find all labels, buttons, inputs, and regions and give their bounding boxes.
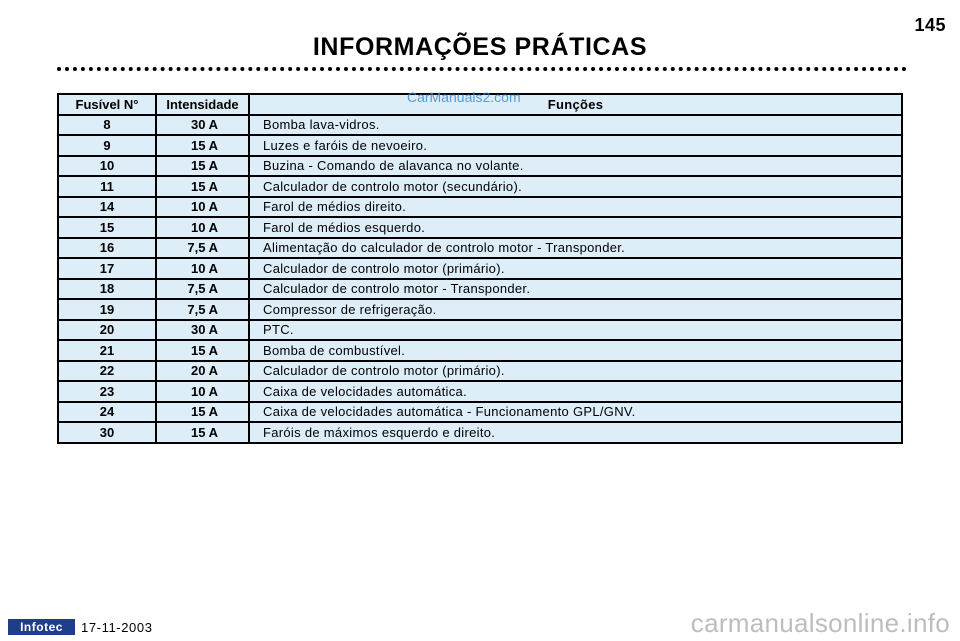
intensity-cell: 10 A: [156, 258, 249, 279]
fuse-number-cell: 20: [58, 320, 156, 341]
infotec-logo: Infotec: [8, 619, 75, 635]
table-row: [58, 381, 902, 402]
fuse-number-cell: 16: [58, 238, 156, 259]
function-cell: Alimentação do calculador de controlo motor - Transponder.: [249, 238, 902, 259]
header-intensity: Intensidade: [156, 94, 249, 115]
table-row: [58, 361, 902, 382]
intensity-cell: 15 A: [156, 422, 249, 443]
table-row: [58, 402, 902, 423]
intensity-cell: 10 A: [156, 197, 249, 218]
intensity-cell: 15 A: [156, 402, 249, 423]
function-cell: Faróis de máximos esquerdo e direito.: [249, 422, 902, 443]
watermark-text: CarManuals2.com: [407, 89, 521, 105]
table-row: [58, 197, 902, 218]
table-row: [58, 279, 902, 300]
function-cell: Bomba lava-vidros.: [249, 115, 902, 136]
function-cell: Bomba de combustível.: [249, 340, 902, 361]
footer-date: 17-11-2003: [81, 620, 153, 635]
intensity-cell: 20 A: [156, 361, 249, 382]
fuse-number-cell: 30: [58, 422, 156, 443]
table-row: [58, 115, 902, 136]
fuse-number-cell: 24: [58, 402, 156, 423]
intensity-cell: 15 A: [156, 340, 249, 361]
table-row: [58, 135, 902, 156]
function-cell: Calculador de controlo motor (primário).: [249, 258, 902, 279]
function-cell: Caixa de velocidades automática - Funcionamento GPL/GNV.: [249, 402, 902, 423]
header-functions: Funções: [249, 94, 902, 115]
fuse-number-cell: 19: [58, 299, 156, 320]
intensity-cell: 15 A: [156, 135, 249, 156]
table-row: [58, 340, 902, 361]
intensity-cell: 7,5 A: [156, 279, 249, 300]
intensity-cell: 10 A: [156, 381, 249, 402]
footer-watermark: carmanualsonline.info: [690, 608, 950, 638]
fuse-number-cell: 23: [58, 381, 156, 402]
fuse-number-cell: 22: [58, 361, 156, 382]
function-cell: Buzina - Comando de alavanca no volante.: [249, 156, 902, 177]
intensity-cell: 10 A: [156, 217, 249, 238]
table-row: [58, 217, 902, 238]
page-title: INFORMAÇÕES PRÁTICAS: [312, 33, 648, 61]
intensity-cell: 15 A: [156, 176, 249, 197]
title-divider: [57, 67, 907, 71]
table-row: [58, 238, 902, 259]
intensity-cell: 15 A: [156, 156, 249, 177]
function-cell: Compressor de refrigeração.: [249, 299, 902, 320]
function-cell: Farol de médios esquerdo.: [249, 217, 902, 238]
fuse-number-cell: 14: [58, 197, 156, 218]
fuse-number-cell: 15: [58, 217, 156, 238]
fuse-number-cell: 18: [58, 279, 156, 300]
fuse-table: [57, 93, 903, 444]
function-cell: PTC.: [249, 320, 902, 341]
intensity-cell: 7,5 A: [156, 238, 249, 259]
function-cell: Calculador de controlo motor (secundário).: [249, 176, 902, 197]
fuse-number-cell: 10: [58, 156, 156, 177]
fuse-number-cell: 9: [58, 135, 156, 156]
function-cell: Luzes e faróis de nevoeiro.: [249, 135, 902, 156]
function-cell: Calculador de controlo motor (primário).: [249, 361, 902, 382]
table-row: [58, 258, 902, 279]
fuse-number-cell: 21: [58, 340, 156, 361]
table-row: [58, 156, 902, 177]
intensity-cell: 7,5 A: [156, 299, 249, 320]
fuse-number-cell: 11: [58, 176, 156, 197]
function-cell: Farol de médios direito.: [249, 197, 902, 218]
table-row: [58, 422, 902, 443]
fuse-number-cell: 8: [58, 115, 156, 136]
function-cell: Calculador de controlo motor - Transponder.: [249, 279, 902, 300]
table-row: [58, 320, 902, 341]
intensity-cell: 30 A: [156, 320, 249, 341]
table-row: [58, 176, 902, 197]
fuse-table-body: [58, 115, 902, 443]
table-row: [58, 299, 902, 320]
intensity-cell: 30 A: [156, 115, 249, 136]
function-cell: Caixa de velocidades automática.: [249, 381, 902, 402]
header-fuse-number: Fusível N°: [58, 94, 156, 115]
page-number: 145: [914, 15, 946, 35]
fuse-number-cell: 17: [58, 258, 156, 279]
